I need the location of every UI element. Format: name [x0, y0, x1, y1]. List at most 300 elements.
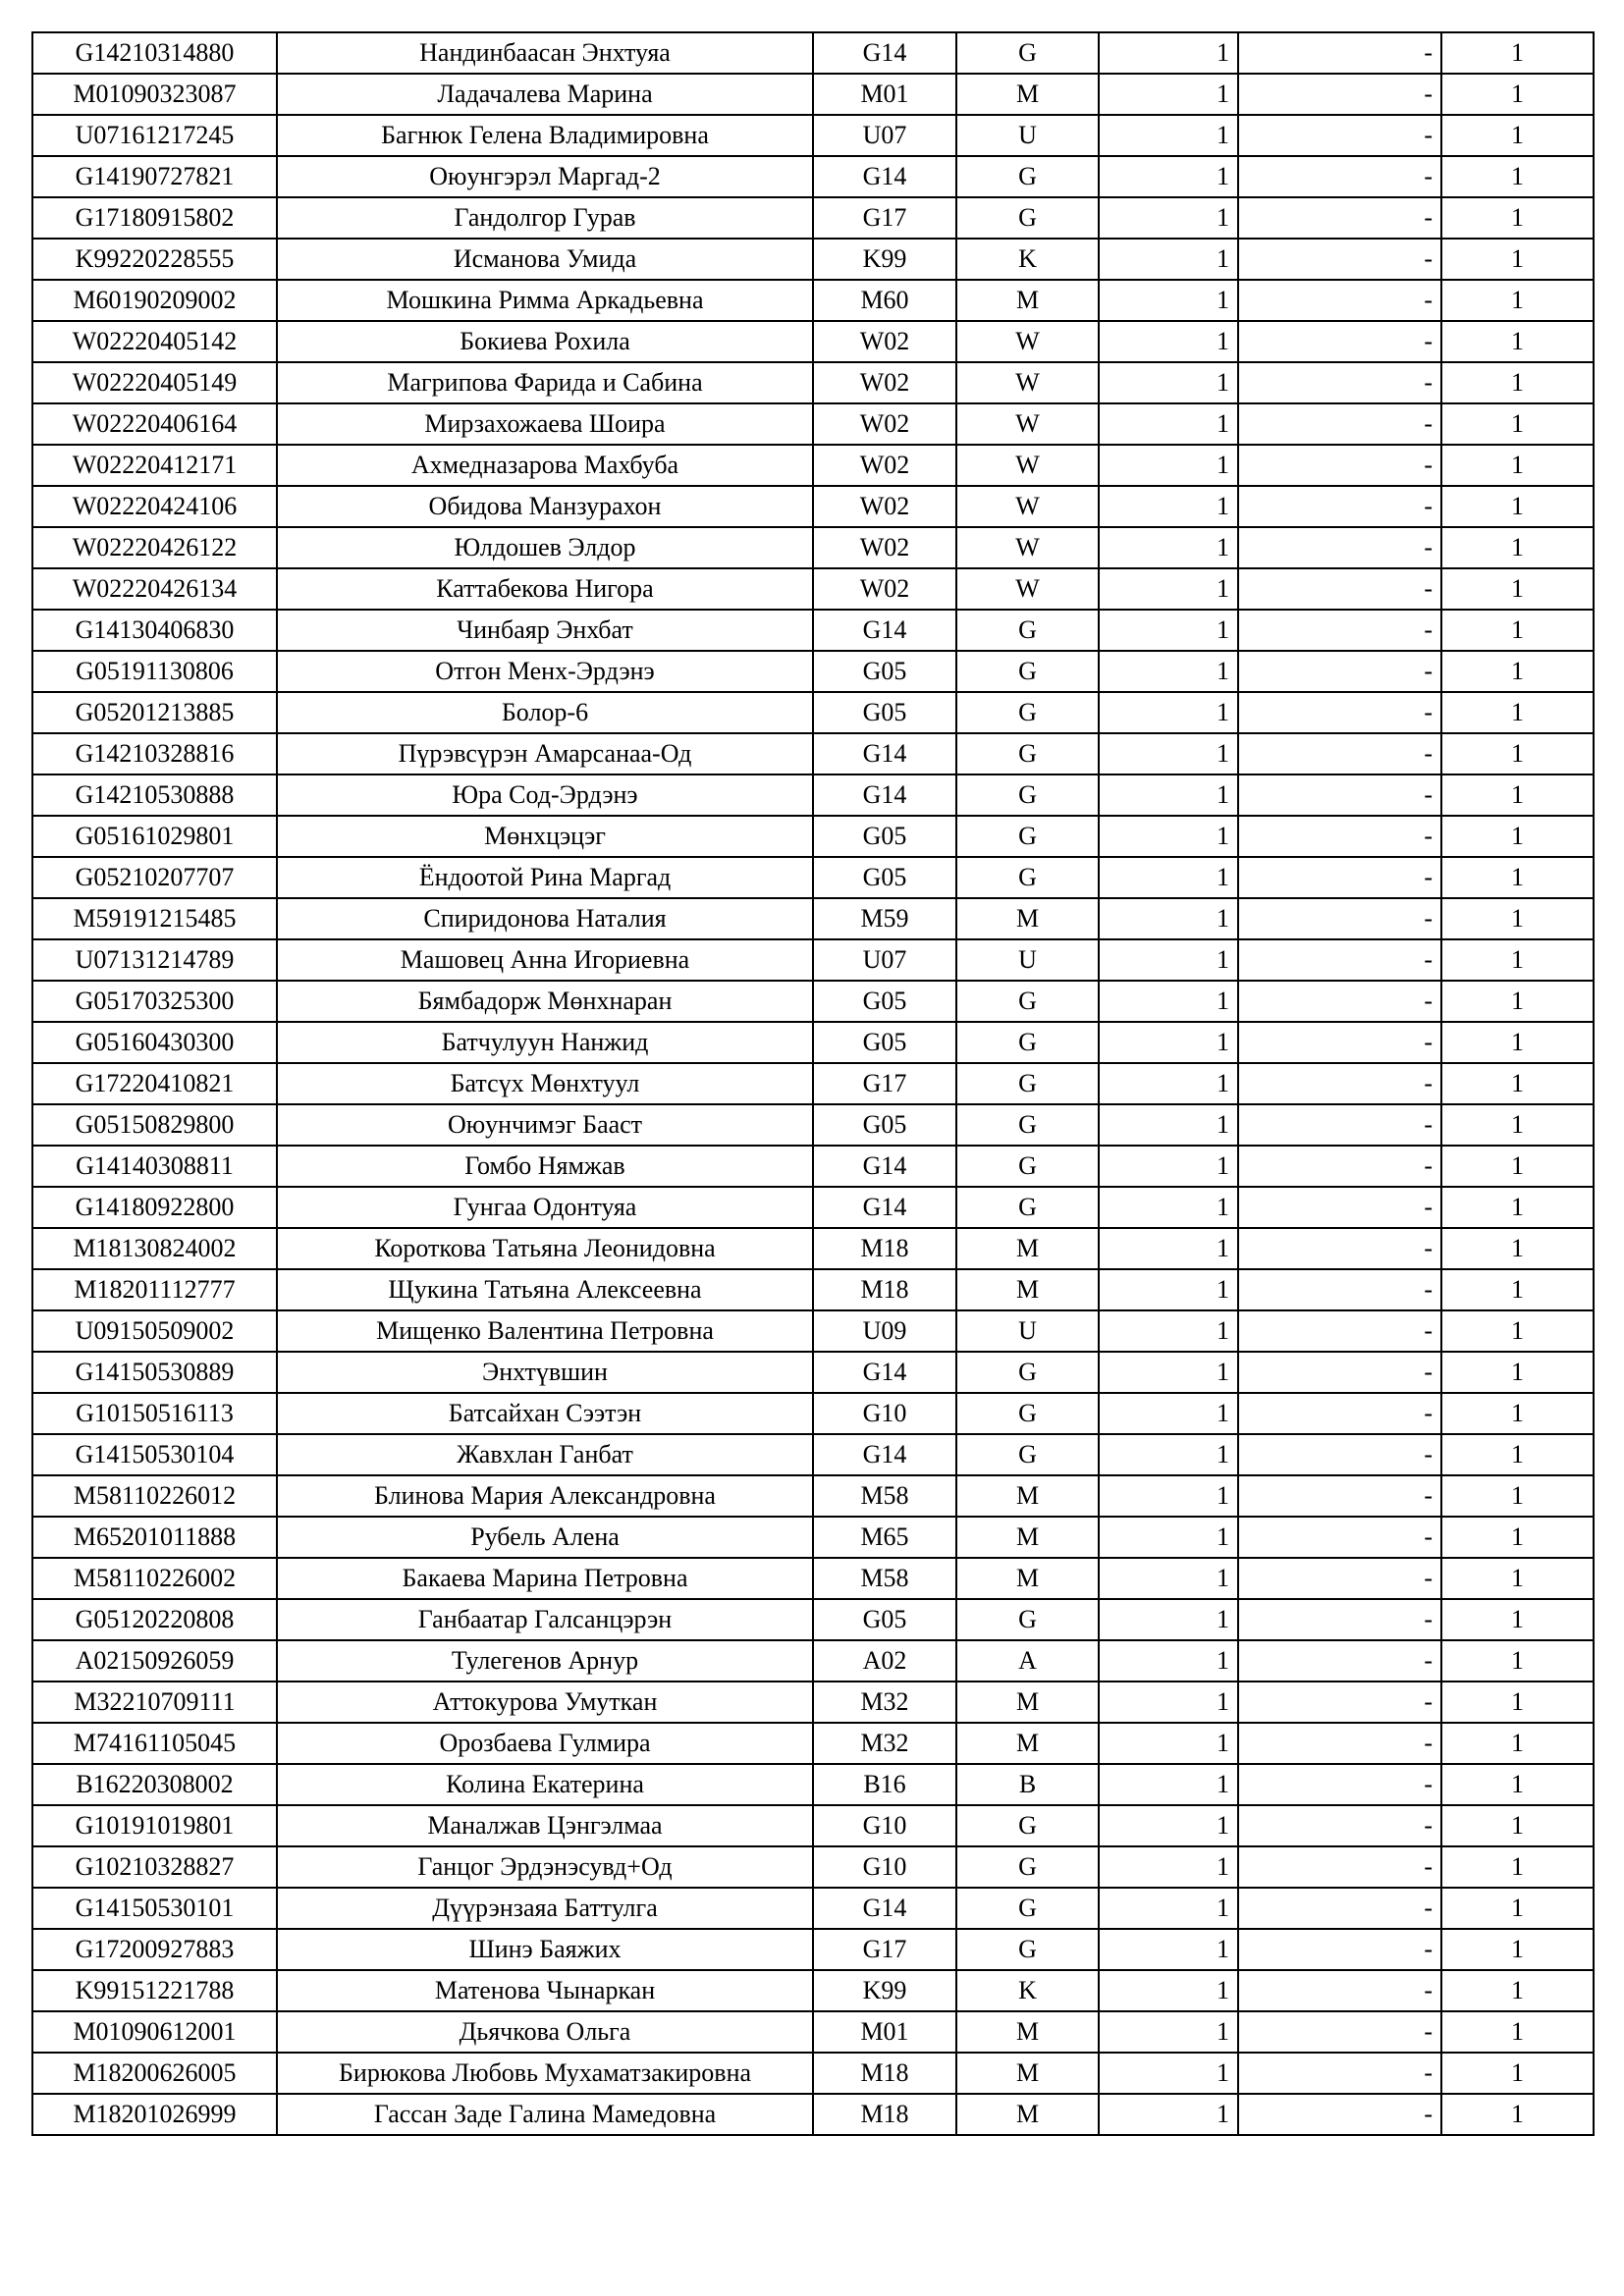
- member-code-cell: G05191130806: [32, 651, 277, 692]
- total-cell: 1: [1441, 486, 1594, 527]
- member-name-cell: Матенова Чынаркан: [277, 1970, 813, 2011]
- count-cell: 1: [1099, 445, 1238, 486]
- member-name-cell: Чинбаяр Энхбат: [277, 610, 813, 651]
- total-cell: 1: [1441, 32, 1594, 74]
- member-name-cell: Мирзахожаева Шоира: [277, 403, 813, 445]
- dash-cell: -: [1238, 1310, 1441, 1352]
- member-name-cell: Оюунгэрэл Маргад-2: [277, 156, 813, 197]
- count-cell: 1: [1099, 1888, 1238, 1929]
- count-cell: 1: [1099, 1764, 1238, 1805]
- total-cell: 1: [1441, 239, 1594, 280]
- dash-cell: -: [1238, 1475, 1441, 1517]
- table-row: [32, 774, 1594, 816]
- total-cell: 1: [1441, 857, 1594, 898]
- total-cell: 1: [1441, 568, 1594, 610]
- member-code-cell: G17200927883: [32, 1929, 277, 1970]
- group-letter-cell: G: [956, 733, 1099, 774]
- member-code-cell: W02220426134: [32, 568, 277, 610]
- group-code-cell: M65: [813, 1517, 956, 1558]
- table-row: [32, 239, 1594, 280]
- total-cell: 1: [1441, 1846, 1594, 1888]
- member-name-cell: Юра Сод-Эрдэнэ: [277, 774, 813, 816]
- total-cell: 1: [1441, 2094, 1594, 2135]
- total-cell: 1: [1441, 816, 1594, 857]
- group-letter-cell: K: [956, 1970, 1099, 2011]
- member-name-cell: Болор-6: [277, 692, 813, 733]
- member-name-cell: Обидова Манзурахон: [277, 486, 813, 527]
- count-cell: 1: [1099, 1063, 1238, 1104]
- table-row: [32, 280, 1594, 321]
- group-letter-cell: G: [956, 1888, 1099, 1929]
- group-letter-cell: G: [956, 981, 1099, 1022]
- table-row: [32, 1764, 1594, 1805]
- total-cell: 1: [1441, 321, 1594, 362]
- member-name-cell: Ёндоотой Рина Маргад: [277, 857, 813, 898]
- group-letter-cell: G: [956, 1434, 1099, 1475]
- member-name-cell: Дүүрэнзаяа Баттулга: [277, 1888, 813, 1929]
- count-cell: 1: [1099, 1475, 1238, 1517]
- dash-cell: -: [1238, 1104, 1441, 1146]
- member-name-cell: Бирюкова Любовь Мухаматзакировна: [277, 2053, 813, 2094]
- member-code-cell: M65201011888: [32, 1517, 277, 1558]
- dash-cell: -: [1238, 774, 1441, 816]
- total-cell: 1: [1441, 1434, 1594, 1475]
- member-code-cell: B16220308002: [32, 1764, 277, 1805]
- member-code-cell: G05201213885: [32, 692, 277, 733]
- total-cell: 1: [1441, 1929, 1594, 1970]
- total-cell: 1: [1441, 1063, 1594, 1104]
- group-code-cell: W02: [813, 527, 956, 568]
- member-name-cell: Бакаева Марина Петровна: [277, 1558, 813, 1599]
- member-table: [31, 31, 1595, 2136]
- count-cell: 1: [1099, 1723, 1238, 1764]
- count-cell: 1: [1099, 610, 1238, 651]
- dash-cell: -: [1238, 403, 1441, 445]
- total-cell: 1: [1441, 651, 1594, 692]
- group-code-cell: M18: [813, 2094, 956, 2135]
- group-code-cell: G05: [813, 816, 956, 857]
- group-letter-cell: U: [956, 939, 1099, 981]
- total-cell: 1: [1441, 981, 1594, 1022]
- total-cell: 1: [1441, 156, 1594, 197]
- member-code-cell: G05150829800: [32, 1104, 277, 1146]
- member-name-cell: Отгон Менх-Эрдэнэ: [277, 651, 813, 692]
- count-cell: 1: [1099, 280, 1238, 321]
- group-letter-cell: G: [956, 774, 1099, 816]
- group-letter-cell: W: [956, 403, 1099, 445]
- group-code-cell: G14: [813, 156, 956, 197]
- group-letter-cell: G: [956, 857, 1099, 898]
- count-cell: 1: [1099, 2011, 1238, 2053]
- dash-cell: -: [1238, 1269, 1441, 1310]
- member-name-cell: Рубель Алена: [277, 1517, 813, 1558]
- member-name-cell: Магрипова Фарида и Сабина: [277, 362, 813, 403]
- member-name-cell: Мошкина Римма Аркадьевна: [277, 280, 813, 321]
- count-cell: 1: [1099, 816, 1238, 857]
- dash-cell: -: [1238, 610, 1441, 651]
- group-letter-cell: G: [956, 1846, 1099, 1888]
- group-code-cell: M01: [813, 74, 956, 115]
- total-cell: 1: [1441, 1475, 1594, 1517]
- member-code-cell: M01090612001: [32, 2011, 277, 2053]
- table-row: [32, 1888, 1594, 1929]
- group-letter-cell: G: [956, 610, 1099, 651]
- table-row: [32, 939, 1594, 981]
- group-code-cell: M01: [813, 2011, 956, 2053]
- group-letter-cell: G: [956, 32, 1099, 74]
- member-code-cell: M18201026999: [32, 2094, 277, 2135]
- group-letter-cell: G: [956, 197, 1099, 239]
- count-cell: 1: [1099, 1022, 1238, 1063]
- dash-cell: -: [1238, 1682, 1441, 1723]
- count-cell: 1: [1099, 1104, 1238, 1146]
- member-code-cell: M32210709111: [32, 1682, 277, 1723]
- group-letter-cell: M: [956, 280, 1099, 321]
- total-cell: 1: [1441, 1393, 1594, 1434]
- group-letter-cell: M: [956, 1517, 1099, 1558]
- group-code-cell: M32: [813, 1723, 956, 1764]
- member-name-cell: Гомбо Нямжав: [277, 1146, 813, 1187]
- total-cell: 1: [1441, 939, 1594, 981]
- member-code-cell: G05170325300: [32, 981, 277, 1022]
- group-letter-cell: M: [956, 74, 1099, 115]
- group-code-cell: M58: [813, 1558, 956, 1599]
- group-letter-cell: G: [956, 1805, 1099, 1846]
- group-letter-cell: G: [956, 651, 1099, 692]
- member-code-cell: M59191215485: [32, 898, 277, 939]
- dash-cell: -: [1238, 1846, 1441, 1888]
- total-cell: 1: [1441, 733, 1594, 774]
- member-code-cell: U07161217245: [32, 115, 277, 156]
- member-code-cell: W02220426122: [32, 527, 277, 568]
- table-row: [32, 1599, 1594, 1640]
- member-code-cell: M18201112777: [32, 1269, 277, 1310]
- count-cell: 1: [1099, 692, 1238, 733]
- member-code-cell: G05120220808: [32, 1599, 277, 1640]
- total-cell: 1: [1441, 1517, 1594, 1558]
- member-name-cell: Исманова Умида: [277, 239, 813, 280]
- member-name-cell: Колина Екатерина: [277, 1764, 813, 1805]
- member-name-cell: Бямбадорж Мөнхнаран: [277, 981, 813, 1022]
- member-code-cell: U07131214789: [32, 939, 277, 981]
- dash-cell: -: [1238, 1764, 1441, 1805]
- member-code-cell: G17220410821: [32, 1063, 277, 1104]
- table-row: [32, 1640, 1594, 1682]
- group-letter-cell: A: [956, 1640, 1099, 1682]
- table-row: [32, 362, 1594, 403]
- count-cell: 1: [1099, 486, 1238, 527]
- dash-cell: -: [1238, 857, 1441, 898]
- member-name-cell: Ладачалева Марина: [277, 74, 813, 115]
- dash-cell: -: [1238, 1022, 1441, 1063]
- member-code-cell: G14130406830: [32, 610, 277, 651]
- group-code-cell: U07: [813, 939, 956, 981]
- group-code-cell: G14: [813, 774, 956, 816]
- total-cell: 1: [1441, 1104, 1594, 1146]
- count-cell: 1: [1099, 2053, 1238, 2094]
- table-row: [32, 1228, 1594, 1269]
- group-letter-cell: M: [956, 898, 1099, 939]
- member-name-cell: Гандолгор Гурав: [277, 197, 813, 239]
- group-letter-cell: M: [956, 1682, 1099, 1723]
- group-letter-cell: M: [956, 1723, 1099, 1764]
- total-cell: 1: [1441, 692, 1594, 733]
- member-name-cell: Машовец Анна Игориевна: [277, 939, 813, 981]
- total-cell: 1: [1441, 115, 1594, 156]
- dash-cell: -: [1238, 1228, 1441, 1269]
- member-code-cell: G05161029801: [32, 816, 277, 857]
- table-row: [32, 981, 1594, 1022]
- member-code-cell: G10150516113: [32, 1393, 277, 1434]
- total-cell: 1: [1441, 197, 1594, 239]
- table-row: [32, 74, 1594, 115]
- dash-cell: -: [1238, 1146, 1441, 1187]
- group-code-cell: G10: [813, 1805, 956, 1846]
- count-cell: 1: [1099, 939, 1238, 981]
- member-code-cell: M18130824002: [32, 1228, 277, 1269]
- member-code-cell: G05160430300: [32, 1022, 277, 1063]
- total-cell: 1: [1441, 1146, 1594, 1187]
- dash-cell: -: [1238, 1929, 1441, 1970]
- dash-cell: -: [1238, 1723, 1441, 1764]
- table-row: [32, 857, 1594, 898]
- group-code-cell: G05: [813, 1599, 956, 1640]
- count-cell: 1: [1099, 1434, 1238, 1475]
- group-code-cell: G14: [813, 1352, 956, 1393]
- dash-cell: -: [1238, 32, 1441, 74]
- total-cell: 1: [1441, 1640, 1594, 1682]
- member-code-cell: K99220228555: [32, 239, 277, 280]
- dash-cell: -: [1238, 362, 1441, 403]
- group-code-cell: G14: [813, 1434, 956, 1475]
- count-cell: 1: [1099, 568, 1238, 610]
- total-cell: 1: [1441, 1187, 1594, 1228]
- group-letter-cell: W: [956, 362, 1099, 403]
- dash-cell: -: [1238, 1063, 1441, 1104]
- table-row: [32, 651, 1594, 692]
- group-letter-cell: B: [956, 1764, 1099, 1805]
- total-cell: 1: [1441, 774, 1594, 816]
- member-name-cell: Нандинбаасан Энхтуяа: [277, 32, 813, 74]
- group-code-cell: K99: [813, 1970, 956, 2011]
- total-cell: 1: [1441, 1970, 1594, 2011]
- group-letter-cell: U: [956, 1310, 1099, 1352]
- count-cell: 1: [1099, 156, 1238, 197]
- dash-cell: -: [1238, 733, 1441, 774]
- table-row: [32, 610, 1594, 651]
- table-row: [32, 486, 1594, 527]
- group-letter-cell: G: [956, 1352, 1099, 1393]
- count-cell: 1: [1099, 1599, 1238, 1640]
- dash-cell: -: [1238, 2053, 1441, 2094]
- table-row: [32, 1310, 1594, 1352]
- member-name-cell: Ахмедназарова Махбуба: [277, 445, 813, 486]
- member-name-cell: Шинэ Баяжих: [277, 1929, 813, 1970]
- table-row: [32, 32, 1594, 74]
- table-row: [32, 1970, 1594, 2011]
- count-cell: 1: [1099, 74, 1238, 115]
- table-row: [32, 1805, 1594, 1846]
- table-row: [32, 1682, 1594, 1723]
- group-code-cell: G05: [813, 981, 956, 1022]
- group-code-cell: G05: [813, 1104, 956, 1146]
- total-cell: 1: [1441, 898, 1594, 939]
- count-cell: 1: [1099, 2094, 1238, 2135]
- member-code-cell: G17180915802: [32, 197, 277, 239]
- dash-cell: -: [1238, 1599, 1441, 1640]
- member-name-cell: Батсүх Мөнхтуул: [277, 1063, 813, 1104]
- member-name-cell: Мөнхцэцэг: [277, 816, 813, 857]
- group-letter-cell: W: [956, 568, 1099, 610]
- count-cell: 1: [1099, 1929, 1238, 1970]
- count-cell: 1: [1099, 1970, 1238, 2011]
- total-cell: 1: [1441, 1805, 1594, 1846]
- dash-cell: -: [1238, 280, 1441, 321]
- count-cell: 1: [1099, 527, 1238, 568]
- table-row: [32, 1434, 1594, 1475]
- group-letter-cell: G: [956, 816, 1099, 857]
- total-cell: 1: [1441, 1352, 1594, 1393]
- member-code-cell: A02150926059: [32, 1640, 277, 1682]
- group-code-cell: G17: [813, 1063, 956, 1104]
- member-name-cell: Пүрэвсүрэн Амарсанаа-Од: [277, 733, 813, 774]
- member-name-cell: Щукина Татьяна Алексеевна: [277, 1269, 813, 1310]
- table-row: [32, 816, 1594, 857]
- dash-cell: -: [1238, 1805, 1441, 1846]
- table-row: [32, 1352, 1594, 1393]
- group-letter-cell: G: [956, 692, 1099, 733]
- count-cell: 1: [1099, 1640, 1238, 1682]
- group-code-cell: G14: [813, 610, 956, 651]
- member-name-cell: Тулегенов Арнур: [277, 1640, 813, 1682]
- group-code-cell: W02: [813, 568, 956, 610]
- dash-cell: -: [1238, 1558, 1441, 1599]
- group-letter-cell: M: [956, 1269, 1099, 1310]
- table-row: [32, 1846, 1594, 1888]
- dash-cell: -: [1238, 1970, 1441, 2011]
- group-code-cell: U07: [813, 115, 956, 156]
- member-code-cell: W02220424106: [32, 486, 277, 527]
- table-row: [32, 1517, 1594, 1558]
- group-letter-cell: M: [956, 1558, 1099, 1599]
- dash-cell: -: [1238, 816, 1441, 857]
- total-cell: 1: [1441, 362, 1594, 403]
- count-cell: 1: [1099, 857, 1238, 898]
- member-code-cell: G14140308811: [32, 1146, 277, 1187]
- group-code-cell: G05: [813, 1022, 956, 1063]
- member-code-cell: M01090323087: [32, 74, 277, 115]
- total-cell: 1: [1441, 2011, 1594, 2053]
- dash-cell: -: [1238, 1352, 1441, 1393]
- member-name-cell: Юлдошев Элдор: [277, 527, 813, 568]
- group-code-cell: G10: [813, 1393, 956, 1434]
- dash-cell: -: [1238, 527, 1441, 568]
- member-code-cell: G14190727821: [32, 156, 277, 197]
- group-letter-cell: G: [956, 1187, 1099, 1228]
- group-code-cell: G14: [813, 1888, 956, 1929]
- count-cell: 1: [1099, 1393, 1238, 1434]
- count-cell: 1: [1099, 362, 1238, 403]
- total-cell: 1: [1441, 1723, 1594, 1764]
- member-name-cell: Аттокурова Умуткан: [277, 1682, 813, 1723]
- table-row: [32, 1475, 1594, 1517]
- count-cell: 1: [1099, 1187, 1238, 1228]
- table-row: [32, 156, 1594, 197]
- group-code-cell: M18: [813, 2053, 956, 2094]
- total-cell: 1: [1441, 280, 1594, 321]
- dash-cell: -: [1238, 1393, 1441, 1434]
- member-name-cell: Энхтүвшин: [277, 1352, 813, 1393]
- group-code-cell: M60: [813, 280, 956, 321]
- member-code-cell: M60190209002: [32, 280, 277, 321]
- total-cell: 1: [1441, 2053, 1594, 2094]
- count-cell: 1: [1099, 1558, 1238, 1599]
- group-code-cell: B16: [813, 1764, 956, 1805]
- total-cell: 1: [1441, 403, 1594, 445]
- group-letter-cell: G: [956, 156, 1099, 197]
- member-name-cell: Короткова Татьяна Леонидовна: [277, 1228, 813, 1269]
- count-cell: 1: [1099, 733, 1238, 774]
- group-code-cell: M18: [813, 1269, 956, 1310]
- member-name-cell: Батсайхан Сээтэн: [277, 1393, 813, 1434]
- table-row: [32, 2094, 1594, 2135]
- member-code-cell: U09150509002: [32, 1310, 277, 1352]
- member-code-cell: M74161105045: [32, 1723, 277, 1764]
- table-row: [32, 898, 1594, 939]
- table-row: [32, 2011, 1594, 2053]
- dash-cell: -: [1238, 197, 1441, 239]
- member-name-cell: Ганбаатар Галсанцэрэн: [277, 1599, 813, 1640]
- dash-cell: -: [1238, 568, 1441, 610]
- group-letter-cell: M: [956, 2011, 1099, 2053]
- count-cell: 1: [1099, 651, 1238, 692]
- group-letter-cell: M: [956, 1228, 1099, 1269]
- dash-cell: -: [1238, 1187, 1441, 1228]
- dash-cell: -: [1238, 1640, 1441, 1682]
- member-code-cell: W02220405142: [32, 321, 277, 362]
- total-cell: 1: [1441, 74, 1594, 115]
- group-letter-cell: W: [956, 486, 1099, 527]
- table-row: [32, 1723, 1594, 1764]
- table-row: [32, 1146, 1594, 1187]
- group-code-cell: G05: [813, 651, 956, 692]
- group-code-cell: G14: [813, 733, 956, 774]
- dash-cell: -: [1238, 445, 1441, 486]
- group-letter-cell: G: [956, 1063, 1099, 1104]
- dash-cell: -: [1238, 651, 1441, 692]
- group-code-cell: G17: [813, 197, 956, 239]
- dash-cell: -: [1238, 2094, 1441, 2135]
- member-code-cell: K99151221788: [32, 1970, 277, 2011]
- count-cell: 1: [1099, 774, 1238, 816]
- group-code-cell: K99: [813, 239, 956, 280]
- table-row: [32, 1022, 1594, 1063]
- group-code-cell: W02: [813, 403, 956, 445]
- group-code-cell: M59: [813, 898, 956, 939]
- table-row: [32, 1104, 1594, 1146]
- member-name-cell: Батчулуун Нанжид: [277, 1022, 813, 1063]
- dash-cell: -: [1238, 692, 1441, 733]
- group-code-cell: W02: [813, 321, 956, 362]
- group-letter-cell: M: [956, 1475, 1099, 1517]
- dash-cell: -: [1238, 321, 1441, 362]
- member-code-cell: M58110226012: [32, 1475, 277, 1517]
- group-code-cell: W02: [813, 486, 956, 527]
- member-code-cell: G14210530888: [32, 774, 277, 816]
- count-cell: 1: [1099, 981, 1238, 1022]
- member-name-cell: Оюунчимэг Бааст: [277, 1104, 813, 1146]
- count-cell: 1: [1099, 1269, 1238, 1310]
